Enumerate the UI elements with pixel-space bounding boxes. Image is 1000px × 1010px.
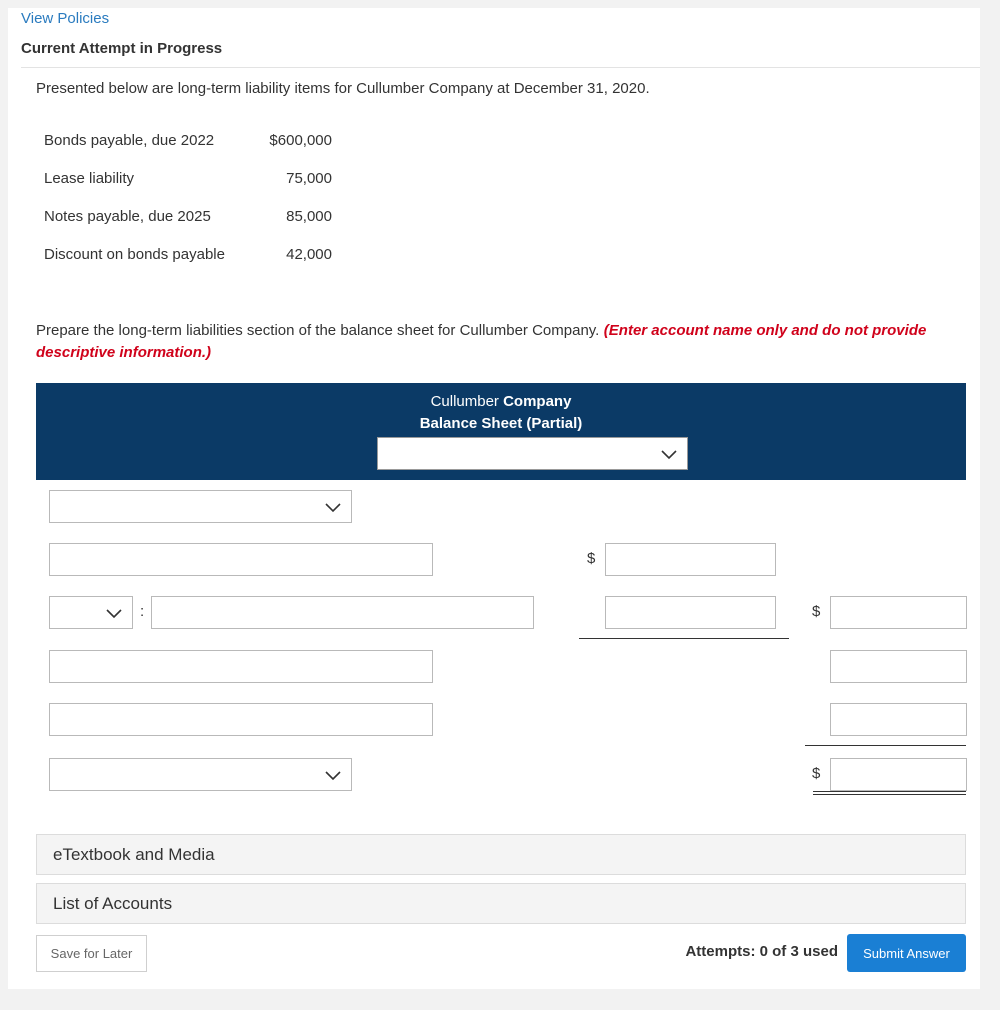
total-amount-input[interactable] — [830, 650, 967, 683]
item-label: Notes payable, due 2025 — [44, 208, 211, 225]
less-add-select[interactable] — [49, 596, 133, 629]
section-heading-select[interactable] — [49, 490, 352, 523]
problem-intro: Presented below are long-term liability items for Cullumber Company at December 31, 2020. — [36, 80, 650, 97]
attempts-counter: Attempts: 0 of 3 used — [685, 943, 838, 960]
item-label: Lease liability — [44, 170, 135, 187]
statement-title: Balance Sheet (Partial) — [419, 415, 583, 432]
company-name: Cullumber Company — [430, 393, 572, 410]
date-select[interactable] — [377, 437, 688, 470]
submit-answer-button[interactable]: Submit Answer — [847, 934, 966, 972]
amount-input[interactable] — [605, 543, 776, 576]
instruction — [36, 320, 956, 364]
attempt-status-heading: Current Attempt in Progress — [21, 40, 223, 57]
amount-input[interactable] — [605, 596, 776, 629]
double-rule — [813, 794, 966, 795]
total-label-select[interactable] — [49, 758, 352, 791]
total-amount-input[interactable] — [830, 703, 967, 736]
double-rule — [813, 791, 966, 792]
chevron-down-icon — [106, 606, 122, 620]
total-rule — [805, 745, 966, 746]
instruction-note: (Enter account name only and do not provide — [603, 322, 927, 339]
item-amount: 75,000 — [286, 170, 332, 187]
list-of-accounts-section[interactable]: List of Accounts — [36, 883, 966, 924]
etextbook-media-section[interactable]: eTextbook and Media — [36, 834, 966, 875]
view-policies-link[interactable]: View Policies — [21, 10, 110, 27]
item-amount: 42,000 — [286, 246, 332, 263]
item-label: Bonds payable, due 2022 — [44, 132, 215, 149]
chevron-down-icon — [325, 768, 341, 782]
instruction-note: descriptive information.) — [36, 344, 212, 361]
dollar-sign: $ — [812, 603, 821, 620]
item-amount: 85,000 — [286, 208, 332, 225]
chevron-down-icon — [325, 500, 341, 514]
dollar-sign: $ — [587, 550, 596, 567]
chevron-down-icon — [661, 447, 677, 461]
colon-separator: : — [140, 603, 145, 620]
instruction-text: Prepare the long-term liabilities section of the balance sheet for Cullumber Company. — [36, 322, 600, 339]
account-name-input[interactable] — [49, 650, 433, 683]
save-for-later-button[interactable]: Save for Later — [36, 935, 147, 972]
account-name-input[interactable] — [49, 543, 433, 576]
item-label: Discount on bonds payable — [44, 246, 225, 263]
subtotal-rule — [579, 638, 789, 639]
account-name-input[interactable] — [49, 703, 433, 736]
dollar-sign: $ — [812, 765, 821, 782]
item-amount: $600,000 — [269, 132, 332, 149]
account-name-input[interactable] — [151, 596, 534, 629]
divider — [21, 67, 980, 68]
statement-header — [36, 383, 966, 480]
grand-total-input[interactable] — [830, 758, 967, 791]
total-amount-input[interactable] — [830, 596, 967, 629]
